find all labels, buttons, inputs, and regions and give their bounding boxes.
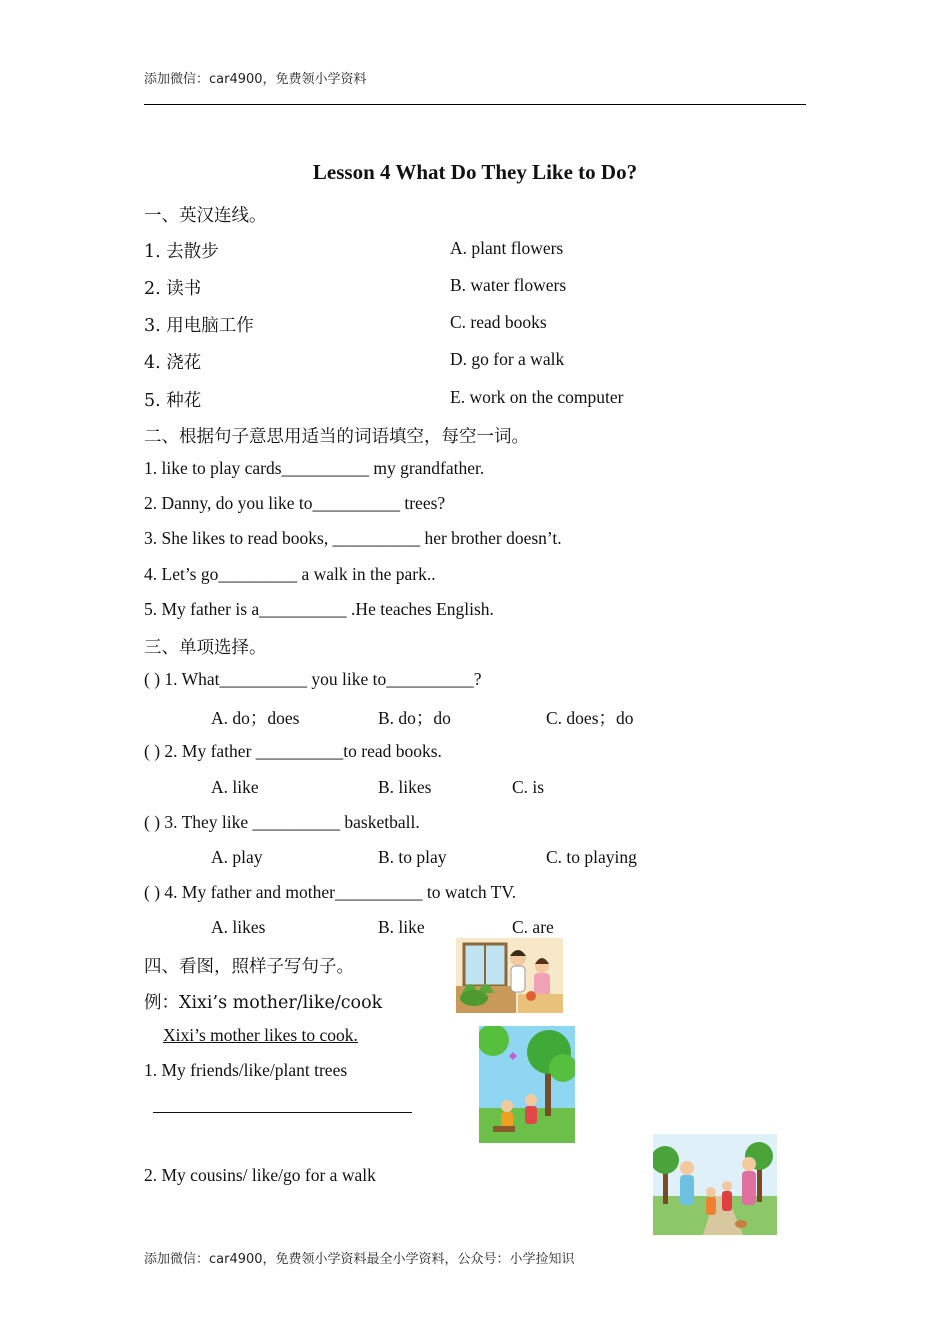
match-left-item: 4. 浇花 <box>144 353 202 373</box>
fill-blank-item: 4. Let’s go_________ a walk in the park.. <box>144 564 436 584</box>
choice-question: ( ) 1. What__________ you like to__________? <box>144 669 482 689</box>
match-left-item: 1. 去散步 <box>144 242 219 262</box>
header-rule <box>144 104 806 105</box>
choice-option: C. does；do <box>546 708 634 728</box>
match-left-item: 5. 种花 <box>144 391 202 411</box>
choice-option: A. like <box>211 777 259 797</box>
example-answer: Xixi’s mother likes to cook. <box>163 1025 358 1045</box>
section2-heading: 二、根据句子意思用适当的词语填空，每空一词。 <box>144 427 529 447</box>
choice-option: C. is <box>512 777 545 797</box>
page-footer: 添加微信：car4900，免费领小学资料最全小学资料，公众号：小学捡知识 <box>144 1252 575 1267</box>
planting-trees-picture <box>479 1026 575 1143</box>
fill-blank-item: 5. My father is a__________ .He teaches English. <box>144 599 494 619</box>
choice-question: ( ) 4. My father and mother__________ to watch TV. <box>144 882 517 902</box>
fill-blank-item: 3. She likes to read books, __________ her brother doesn’t. <box>144 528 562 548</box>
choice-question: ( ) 3. They like __________ basketball. <box>144 812 420 832</box>
section3-heading: 三、单项选择。 <box>144 638 267 658</box>
page-header: 添加微信：car4900，免费领小学资料 <box>144 72 367 87</box>
fill-blank-item: 2. Danny, do you like to__________ trees? <box>144 493 446 513</box>
choice-option: A. likes <box>211 917 266 937</box>
choice-question: ( ) 2. My father __________to read books. <box>144 741 442 761</box>
answer-line <box>153 1112 412 1113</box>
match-left-item: 2. 读书 <box>144 279 202 299</box>
match-left-item: 3. 用电脑工作 <box>144 316 254 336</box>
fill-blank-item: 1. like to play cards__________ my grandfather. <box>144 458 485 478</box>
choice-option: B. to play <box>378 847 447 867</box>
match-right-item: E. work on the computer <box>450 387 624 407</box>
choice-option: B. likes <box>378 777 432 797</box>
picture-item: 2. My cousins/ like/go for a walk <box>144 1165 376 1185</box>
choice-option: A. play <box>211 847 263 867</box>
match-right-item: A. plant flowers <box>450 238 564 258</box>
choice-option: B. do；do <box>378 708 451 728</box>
match-right-item: D. go for a walk <box>450 349 565 369</box>
choice-option: B. like <box>378 917 425 937</box>
match-right-item: C. read books <box>450 312 547 332</box>
cooking-picture <box>456 938 563 1013</box>
page-title: Lesson 4 What Do They Like to Do? <box>312 160 638 184</box>
section4-heading: 四、看图，照样子写句子。 <box>144 957 354 977</box>
choice-option: A. do；does <box>211 708 300 728</box>
example-prompt: 例：Xixi’s mother/like/cook <box>144 993 383 1013</box>
choice-option: C. to playing <box>546 847 637 867</box>
choice-option: C. are <box>512 917 554 937</box>
walking-picture <box>653 1134 777 1235</box>
section1-heading: 一、英汉连线。 <box>144 206 267 226</box>
picture-item: 1. My friends/like/plant trees <box>144 1060 348 1080</box>
match-right-item: B. water flowers <box>450 275 567 295</box>
